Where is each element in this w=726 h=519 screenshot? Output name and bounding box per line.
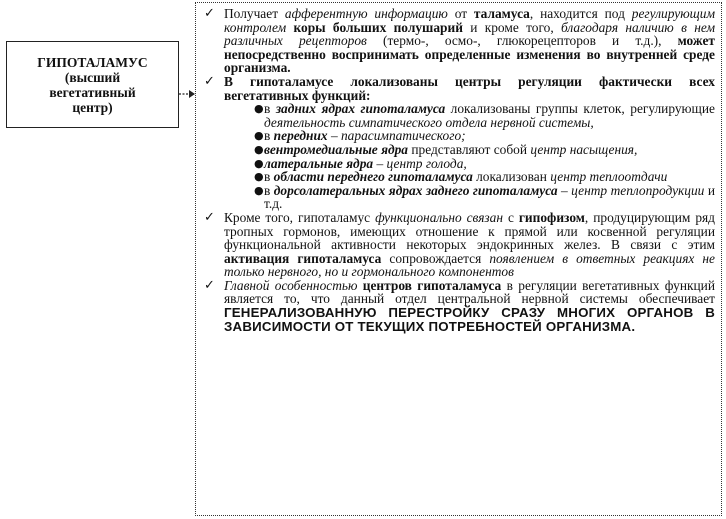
- title-line-3: вегетативный: [49, 84, 136, 100]
- sub-item-anterior: ● в передних – парасимпатического;: [254, 128, 466, 144]
- list-item-centers: ✓ В гипоталамусе локализованы центры регуляции фактически всех вегетативных функций:: [204, 73, 715, 103]
- sub-item-heat-loss: ● в области переднего гипоталамуса локализован центр теплоотдачи: [254, 169, 668, 185]
- check-mark-icon: ✓: [204, 277, 215, 293]
- description-box: [195, 2, 722, 516]
- bullet-icon: ●: [254, 142, 264, 156]
- list-item-main-feature: ✓ Главной особенностью центров гипоталамуса в регуляции вегетативных функций является то, что данный отдел центральной нервной системы обеспечивает ГЕНЕРАЛИЗОВАННУЮ ПЕРЕСТРОЙКУ СРАЗУ МНОГИХ ОРГАНОВ В ЗАВИСИМОСТИ ОТ ТЕКУЩИХ ПОТРЕБНОСТЕЙ ОРГАНИЗМА.: [204, 277, 715, 334]
- sub-item-heat-production: ● в дорсолатеральных ядрах заднего гипоталамуса – центр теплопродукции и т.д.: [254, 182, 716, 212]
- list-item-pituitary: ✓ Кроме того, гипоталамус функционально связан с гипофизом, продуцирующим ряд тропных гормонов, имеющих отношение к прямой или косвенной регуляции функциональной активности некоторых эндокринных желез. В связи с этим активация гипоталамуса сопровождается появлением в ответных реакциях не только нервного, но и гормонального компонентов: [204, 209, 715, 280]
- bullet-icon: ●: [254, 156, 264, 170]
- title-line-4: центр): [72, 99, 113, 115]
- sub-item-lateral: ● латеральные ядра – центр голода,: [254, 155, 467, 171]
- check-mark-icon: ✓: [204, 209, 215, 225]
- hypothalamus-title-box: [6, 41, 179, 128]
- title-line-1: ГИПОТАЛАМУС: [37, 54, 148, 70]
- title-line-2: (высший: [64, 69, 121, 85]
- bullet-icon: ●: [254, 183, 264, 197]
- arrow-right-icon: [179, 88, 195, 100]
- bullet-icon: ●: [254, 170, 264, 184]
- sub-item-posterior: ● в задних ядрах гипоталамуса локализованы группы клеток, регулирующие деятельность симпатического отдела нервной системы,: [254, 101, 715, 130]
- bullet-icon: ●: [254, 102, 264, 116]
- bullet-icon: ●: [254, 129, 264, 143]
- hypothalamus-title: [37, 55, 147, 115]
- sub-item-ventromedial: ● вентромедиальные ядра представляют собой центр насыщения,: [254, 141, 638, 157]
- list-item-afferent: ✓ Получает афферентную информацию от таламуса, находится под регулирующим контролем коры больших полушарий и кроме того, благодаря наличию в нем различных рецепторов (термо-, осмо-, глюкорецепторов и т.д.), может непосредственно воспринимать определенные изменения во внутренней среде организма.: [204, 6, 715, 76]
- check-mark-icon: ✓: [204, 73, 215, 89]
- check-mark-icon: ✓: [204, 6, 215, 21]
